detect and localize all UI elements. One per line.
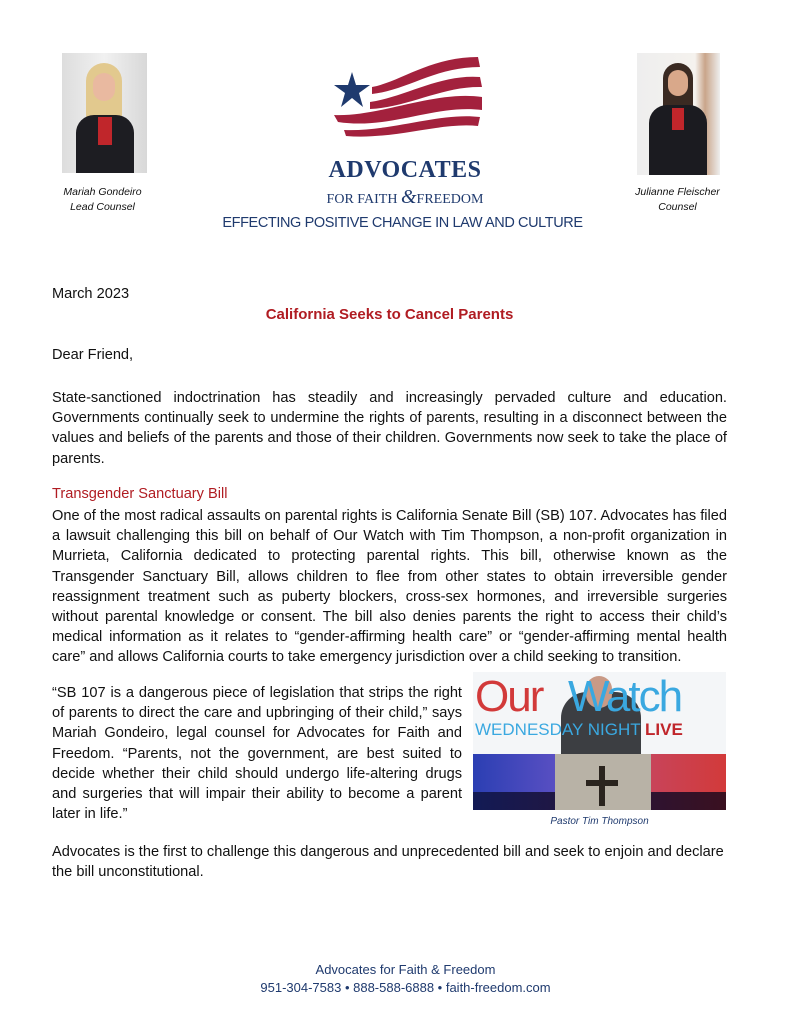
photo-pastor-tim-thompson [473, 672, 726, 810]
logo-ampersand: & [400, 186, 417, 208]
left-person-name: Mariah Gondeiro [63, 186, 142, 198]
star-icon [334, 72, 370, 107]
logo-wordmark: ADVOCATES [328, 157, 482, 183]
paragraph-intro: State-sanctioned indoctrination has steadily and increasingly pervaded culture and education. Governments continually seek to undermine the rights of parents, resulting in a disconnect between the values and beliefs of the parents and those of their children. Governments now seek to take the place of parents. [52, 390, 727, 467]
right-person-name: Julianne Fleischer [635, 186, 720, 198]
sign-wednesday-line [475, 720, 683, 740]
sign-our: Our [475, 672, 543, 721]
sign-wednesday: WEDNESDAY NIGHT [475, 720, 641, 739]
logo-subline [300, 186, 510, 209]
footer-org: Advocates for Faith & Freedom [315, 962, 496, 977]
left-person-title: Lead Counsel [70, 201, 135, 213]
right-caption [615, 185, 740, 215]
footer-contact: 951-304-7583 • 888-588-6888 • faith-freedom.com [260, 980, 551, 995]
greeting: Dear Friend, [52, 347, 134, 363]
paragraph-quote: “SB 107 is a dangerous piece of legislation that strips the right of parents to direct the care and upbringing of their child,” says Mariah Gondeiro, legal counsel for Advocates for Faith and Freedom. “Parents, not the government, are best suited to decide whether their child should undergo life-altering drugs and surgeries that will impair their ability to become a parent later in life.” [52, 685, 462, 823]
sign-live: LIVE [645, 720, 683, 739]
logo-freedom: FREEDOM [416, 192, 484, 207]
tagline: EFFECTING POSITIVE CHANGE IN LAW AND CULTURE [222, 215, 583, 231]
sign-watch: Watch [568, 672, 682, 721]
letter-title: California Seeks to Cancel Parents [265, 306, 514, 323]
logo-for-faith: FOR FAITH [326, 192, 401, 207]
paragraph-closing: Advocates is the first to challenge this dangerous and unprecedented bill and seek to enjoin and declare the bill unconstitutional. [52, 844, 724, 881]
letter-date: March 2023 [52, 286, 130, 302]
paragraph-sb107: One of the most radical assaults on parental rights is California Senate Bill (SB) 107. Advocates has filed a lawsuit challenging this bill on behalf of Our Watch with Tim Thompson, a non-profit organization in Murrieta, California dedicated to protecting parental rights. This bill, otherwise known as the Transgender Sanctuary Bill, allows children to flee from other states to obtain irreversible gender reassignment treatment such as puberty blockers, cross-sex hormones, and irreversible surgeries without parental knowledge or consent. The bill also denies parents the right to access their child’s medical information as it relates to “gender-affirming health care” or “gender-affirming mental health care” and allows California courts to take emergency jurisdiction over a child seeking to transition. [52, 508, 727, 666]
photo-mariah-gondeiro [62, 53, 147, 173]
flag-star-logo [330, 52, 485, 137]
photo-caption: Pastor Tim Thompson [550, 816, 649, 827]
right-person-title: Counsel [658, 201, 697, 213]
photo-julianne-fleischer [637, 53, 720, 175]
section-heading: Transgender Sanctuary Bill [52, 486, 228, 502]
left-caption [40, 185, 165, 215]
cross-icon [599, 766, 605, 806]
